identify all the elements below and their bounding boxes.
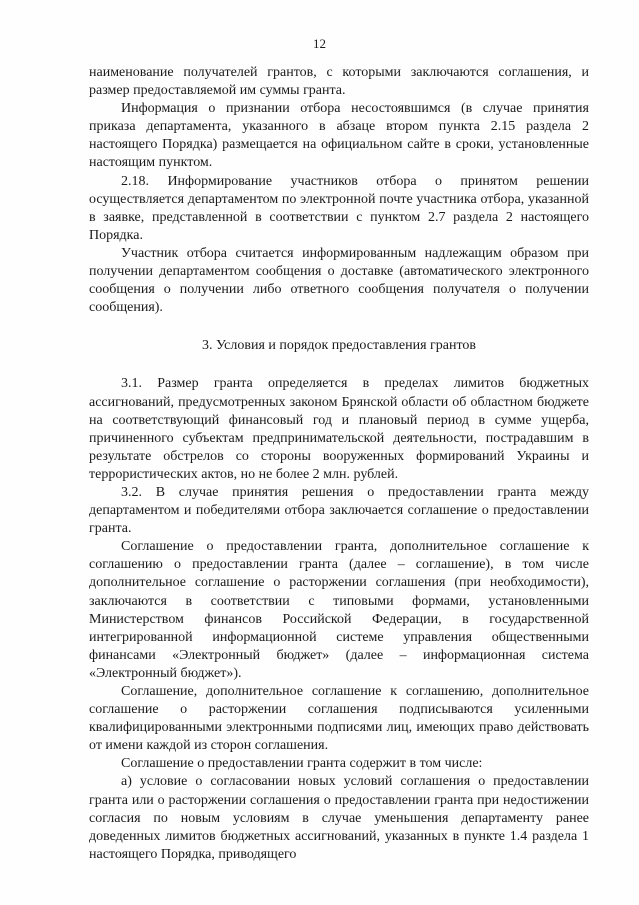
paragraph: Соглашение о предоставлении гранта, дополнительное соглашение к соглашению о предоставлении гранта (далее – соглашение), в том числе дополнительное соглашение о расторжении соглашения (при необходимости), заключаются в соответствии с типовыми формами, установленными Министерством финансов Российской Федерации, в государственной интегрированной информационной системе управления общественными финансами «Электронный бюджет» (далее – информационная система «Электронный бюджет»). bbox=[89, 539, 589, 681]
paragraph: наименование получателей грантов, с которыми заключаются соглашения, и размер предоставляемой им суммы гранта. bbox=[89, 65, 589, 99]
paragraph: 3.1. Размер гранта определяется в пределах лимитов бюджетных ассигнований, предусмотренных законом Брянской области об областном бюджете на соответствующий финансовый год и плановый период в сумме ущерба, причиненного субъектам предпринимательской деятельности, пострадавшим в результате обстрелов со стороны вооруженных формирований Украины и террористических актов, но не более 2 млн. рублей. bbox=[89, 376, 589, 482]
paragraph: Соглашение о предоставлении гранта содержит в том числе: bbox=[121, 756, 483, 772]
paragraph: 2.18. Информирование участников отбора о принятом решении осуществляется департаментом по электронной почте участника отбора, указанной в заявке, представленной в соответствии с пунктом 2.7 раздела 2 настоящего Порядка. bbox=[89, 173, 589, 243]
paragraph: а) условие о согласовании новых условий соглашения о предоставлении гранта или о расторжении соглашения о предоставлении гранта при недостижении согласия по новым условиям в случае уменьшения департаменту ранее доведенных лимитов бюджетных ассигнований, указанных в пункте 1.4 раздела 1 настоящего Порядка, приводящего bbox=[89, 774, 589, 862]
section-heading: 3. Условия и порядок предоставления грантов bbox=[201, 338, 477, 354]
paragraph: Соглашение, дополнительное соглашение к соглашению, дополнительное соглашение о расторжении соглашения подписываются усиленными квалифицированными электронными подписями лиц, имеющих право действовать от имени каждой из сторон соглашения. bbox=[89, 684, 589, 754]
page-number: 12 bbox=[313, 36, 326, 51]
paragraph: Участник отбора считается информированным надлежащим образом при получении департаментом сообщения о доставке (автоматического электронного сообщения о получении либо ответного сообщения получателя о получении сообщения). bbox=[89, 245, 589, 316]
document-body bbox=[89, 64, 589, 864]
paragraph: 3.2. В случае принятия решения о предоставлении гранта между департаментом и победителями отбора заключается соглашение о предоставлении гранта. bbox=[89, 484, 589, 537]
paragraph: Информация о признании отбора несостоявшимся (в случае принятия приказа департамента, указанного в абзаце втором пункта 2.15 раздела 2 настоящего Порядка) размещается на официальном сайте в сроки, установленные настоящим пунктом. bbox=[89, 101, 589, 171]
